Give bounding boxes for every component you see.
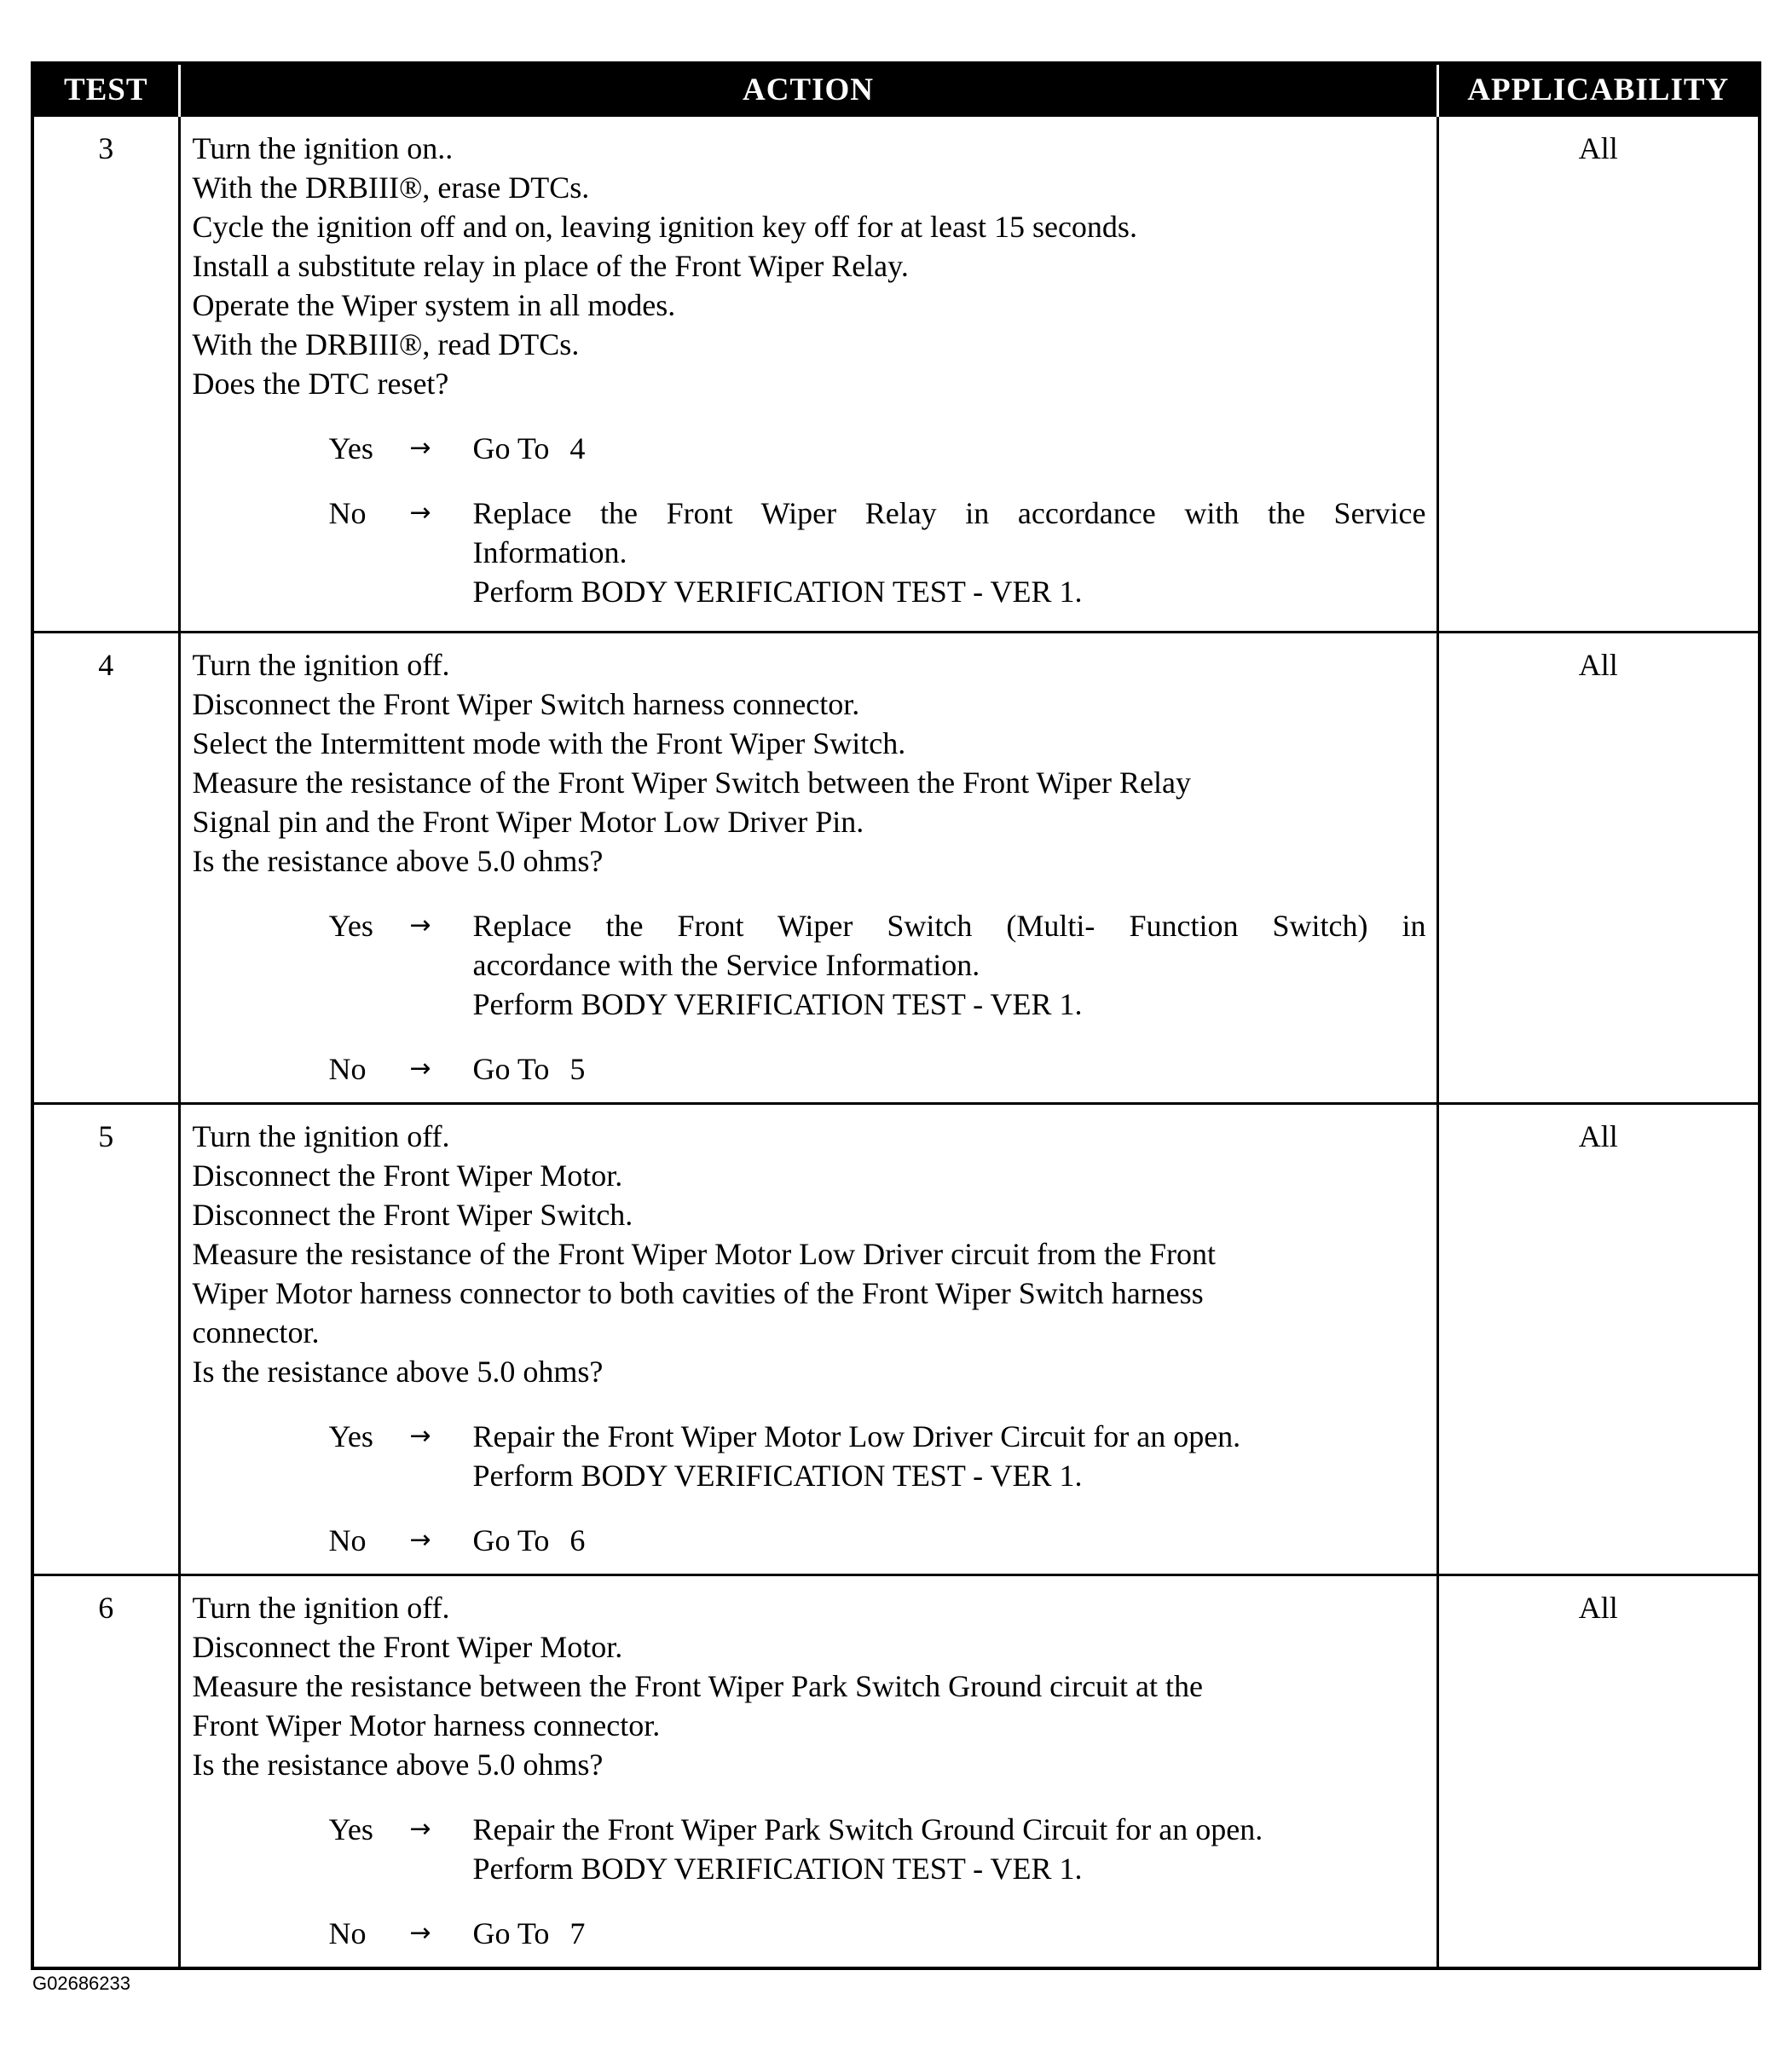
yes-option [193,906,1426,1024]
action-step: Turn the ignition on.. [192,131,454,165]
no-label: No [328,1052,367,1086]
action-step: Is the resistance above 5.0 ohms? [192,1355,604,1389]
action-cell [179,116,1437,633]
result-line: accordance with the Service Information. [472,948,980,982]
yes-result [473,1810,1426,1888]
right-arrow-icon: → [409,1054,431,1083]
applicability-cell: All [1437,1104,1760,1575]
test-number: 3 [32,116,179,633]
right-arrow-icon: → [409,1421,431,1451]
no-label: No [328,496,367,530]
action-cell [179,1104,1437,1575]
yes-label: Yes [328,909,373,943]
test-row-4 [32,633,1760,1104]
yes-result [473,1417,1426,1495]
action-step: Disconnect the Front Wiper Motor. [192,1159,623,1193]
result-line: Perform BODY VERIFICATION TEST - VER 1. [472,987,1083,1021]
header-action: ACTION [179,63,1437,116]
test-row-3 [32,116,1760,633]
test-number: 6 [32,1575,179,1969]
no-result [473,1049,1426,1089]
action-step: Operate the Wiper system in all modes. [192,288,676,322]
goto-label: Go To [472,1052,550,1086]
action-step: Measure the resistance between the Front Wiper Park Switch Ground circuit at the [192,1669,1204,1703]
no-option [193,494,1426,611]
result-line: Replace the Front Wiper Switch (Multi- Function Switch) in [472,909,1426,943]
right-arrow-icon: → [409,1918,431,1948]
action-step: Signal pin and the Front Wiper Motor Low Driver Pin. [192,805,864,839]
action-step: Is the resistance above 5.0 ohms? [192,844,604,878]
no-label: No [328,1523,367,1557]
action-step: Disconnect the Front Wiper Switch. [192,1198,633,1232]
applicability-cell: All [1437,116,1760,633]
test-number: 4 [32,633,179,1104]
goto-test-number: 6 [569,1523,586,1557]
goto-label: Go To [472,1916,550,1950]
applicability-cell: All [1437,1575,1760,1969]
no-result [473,1521,1426,1560]
yes-result [473,429,1426,468]
action-step: connector. [192,1315,320,1349]
yes-label: Yes [328,1812,373,1846]
action-step: Turn the ignition off. [192,1591,450,1625]
yes-option [193,429,1426,468]
action-step: Turn the ignition off. [192,1119,450,1153]
action-cell [179,633,1437,1104]
action-step: Measure the resistance of the Front Wiper Switch between the Front Wiper Relay [192,766,1191,800]
yes-result [473,906,1426,1024]
action-step: Wiper Motor harness connector to both cavities of the Front Wiper Switch harness [192,1276,1204,1310]
right-arrow-icon: → [409,910,431,940]
no-option [193,1914,1426,1953]
table-header-row [32,63,1760,116]
action-step: Disconnect the Front Wiper Motor. [192,1630,623,1664]
result-options [193,429,1426,611]
result-line: Perform BODY VERIFICATION TEST - VER 1. [472,1459,1083,1493]
no-result [473,494,1426,611]
result-line: Perform BODY VERIFICATION TEST - VER 1. [472,1852,1083,1886]
action-step: Does the DTC reset? [192,367,449,401]
action-cell [179,1575,1437,1969]
right-arrow-icon: → [409,433,431,463]
yes-option [193,1810,1426,1888]
figure-id: G02686233 [32,1973,130,1994]
no-option [193,1049,1426,1089]
applicability-cell: All [1437,633,1760,1104]
test-row-6 [32,1575,1760,1969]
goto-label: Go To [472,431,550,465]
right-arrow-icon: → [409,498,431,528]
result-line: Replace the Front Wiper Relay in accordance with the Service [472,496,1426,530]
no-result [473,1914,1426,1953]
goto-label: Go To [472,1523,550,1557]
result-options [193,906,1426,1089]
yes-option [193,1417,1426,1495]
action-step: With the DRBIII®, read DTCs. [192,327,580,361]
test-number: 5 [32,1104,179,1575]
result-options [193,1810,1426,1953]
result-line: Repair the Front Wiper Park Switch Ground Circuit for an open. [472,1812,1263,1846]
goto-test-number: 4 [569,431,586,465]
result-line: Information. [472,535,627,569]
action-step: Select the Intermittent mode with the Front Wiper Switch. [192,726,906,760]
header-test: TEST [32,63,179,116]
result-line: Perform BODY VERIFICATION TEST - VER 1. [472,575,1083,609]
action-step: With the DRBIII®, erase DTCs. [192,170,590,205]
action-step: Disconnect the Front Wiper Switch harness connector. [192,687,860,721]
action-step: Cycle the ignition off and on, leaving ignition key off for at least 15 seconds. [192,210,1137,244]
action-step: Front Wiper Motor harness connector. [192,1708,661,1742]
header-applicability: APPLICABILITY [1437,63,1760,116]
action-step: Measure the resistance of the Front Wiper Motor Low Driver circuit from the Front [192,1237,1217,1271]
yes-label: Yes [328,431,373,465]
action-step: Install a substitute relay in place of the Front Wiper Relay. [192,249,909,283]
goto-test-number: 5 [569,1052,586,1086]
test-row-5 [32,1104,1760,1575]
goto-test-number: 7 [569,1916,586,1950]
result-line: Repair the Front Wiper Motor Low Driver Circuit for an open. [472,1419,1241,1453]
action-step: Turn the ignition off. [192,648,450,682]
no-option [193,1521,1426,1560]
yes-label: Yes [328,1419,373,1453]
diagnostic-page [31,61,1758,1970]
no-label: No [328,1916,367,1950]
right-arrow-icon: → [409,1814,431,1844]
diagnostic-test-table [31,61,1761,1970]
action-step: Is the resistance above 5.0 ohms? [192,1748,604,1782]
result-options [193,1417,1426,1560]
right-arrow-icon: → [409,1525,431,1555]
